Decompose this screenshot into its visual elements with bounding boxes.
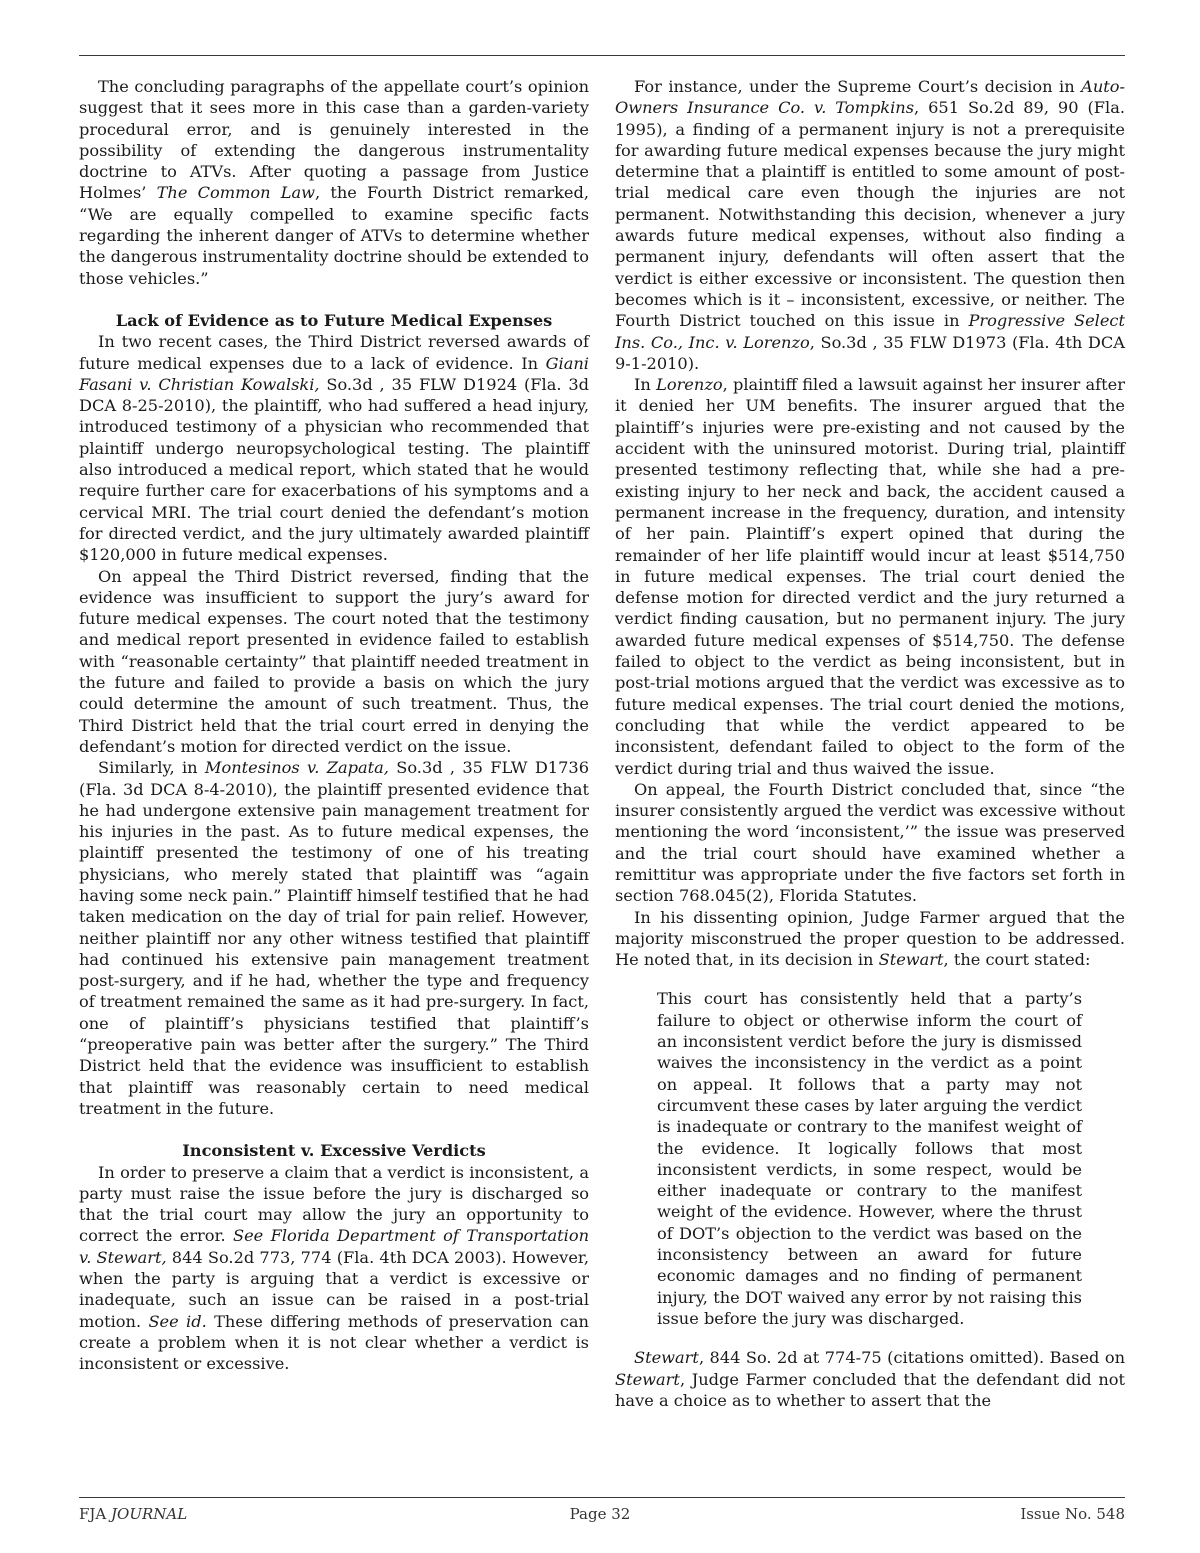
paragraph: In two recent cases, the Third District reversed awards of future medical expenses due to a lack of evidence. In Giani Fasani v. Christian Kowalski, So.3d , 35 FLW D1924 (Fla. 3d DCA 8-25-2010), the plaintiff, who had suffered a head injury, introduced testimony of a physician who recommended that plaintiff undergo neuropsychological testing. The plaintiff also introduced a medical report, which stated that he would require further care for exacerbations of his symptoms and a cervical MRI. The trial court denied the defendant’s motion for directed verdict, and the jury ultimately awarded plaintiff $120,000 in future medical expenses.	[79, 332, 590, 565]
footer-issue: Issue No. 548	[1020, 1505, 1125, 1523]
paragraph: For instance, under the Supreme Court’s decision in Auto-Owners Insurance Co. v. Tompkins, 651 So.2d 89, 90 (Fla. 1995), a finding of a permanent injury is not a prerequisite for awarding future medical expenses because the jury might determine that a plaintiff is entitled to some amount of post-trial medical care even though the injuries are not permanent. Notwithstanding this decision, whenever a jury awards future medical expenses, without also finding a permanent injury, defendants will often assert that the verdict is either excessive or inconsistent. The question then becomes which is it – inconsistent, excessive, or neither. The Fourth District touched on this issue in Progressive Select Ins. Co., Inc. v. Lorenzo, So.3d , 35 FLW D1973 (Fla. 4th DCA 9-1-2010).	[615, 77, 1125, 373]
paragraph: In order to preserve a claim that a verdict is inconsistent, a party must raise the issue before the jury is discharged so that the trial court may allow the jury an opportunity to correct the error. See Florida Department of Transportation v. Stewart, 844 So.2d 773, 774 (Fla. 4th DCA 2003). However, when the party is arguing that a verdict is excessive or inadequate, such an issue can be raised in a post-trial motion. See id. These differing methods of preservation can create a problem when it is not clear whether a verdict is inconsistent or excessive.	[79, 1162, 589, 1374]
paragraph: The concluding paragraphs of the appellate court’s opinion suggest that it sees more in this case than a garden-variety procedural error, and is genuinely interested in the possibility of extending the dangerous instrumentality doctrine to ATVs. After quoting a passage from Justice Holmes’ The Common Law, the Fourth District remarked, “We are equally compelled to examine specific facts regarding the inherent danger of ATVs to determine whether the dangerous instrumentality doctrine should be extended to those vehicles.”	[79, 77, 589, 288]
header-rule	[79, 55, 1125, 56]
footer-rule	[79, 1497, 1125, 1498]
footer-page-number: Page 32	[569, 1505, 631, 1523]
section-heading: Lack of Evidence as to Future Medical Expenses	[115, 310, 553, 330]
section-heading: Inconsistent v. Excessive Verdicts	[182, 1141, 486, 1161]
left-column	[79, 76, 589, 1375]
paragraph: Similarly, in Montesinos v. Zapata, So.3d , 35 FLW D1736 (Fla. 3d DCA 8-4-2010), the plaintiff presented evidence that he had undergone extensive pain management treatment for his injuries in the past. As to future medical expenses, the plaintiff presented the testimony of one of his treating physicians, who merely stated that plaintiff was “again having some neck pain.” Plaintiff himself testified that he had taken medication on the day of trial for pain relief. However, neither plaintiff nor any other witness testified that plaintiff had continued his extensive pain management treatment post-surgery, and if he had, whether the type and frequency of treatment remained the same as it had pre-surgery. In fact, one of plaintiff’s physicians testified that plaintiff’s “preoperative pain was better after the surgery.” The Third District held that the evidence was insufficient to establish that plaintiff was reasonably certain to need medical treatment in the future.	[79, 758, 590, 1118]
paragraph: In Lorenzo, plaintiff filed a lawsuit against her insurer after it denied her UM benefits. The insurer argued that the plaintiff’s injuries were pre-existing and not caused by the accident with the uninsured motorist. During trial, plaintiff presented testimony reflecting that, while she had a pre-existing injury to her neck and back, the accident caused a permanent increase in the frequency, duration, and intensity of her pain. Plaintiff’s expert opined that during the remainder of her life plaintiff would incur at least $514,750 in future medical expenses. The trial court denied the defense motion for directed verdict and the jury returned a verdict finding causation, but no permanent injury. The jury awarded future medical expenses of $514,750. The defense failed to object to the verdict as being inconsistent, but in post-trial motions argued that the verdict was excessive as to future medical expenses. The trial court denied the motions, concluding that while the verdict appeared to be inconsistent, defendant failed to object to the form of the verdict during trial and thus waived the issue.	[615, 375, 1126, 778]
paragraph: On appeal the Third District reversed, finding that the evidence was insufficient to support the jury’s award for future medical expenses. The court noted that the testimony and medical report presented in evidence failed to establish with “reasonable certainty” that plaintiff needed treatment in the future and failed to provide a basis on which the jury could determine the amount of such treatment. Thus, the Third District held that the trial court erred in denying the defendant’s motion for directed verdict on the issue.	[79, 566, 589, 756]
paragraph: On appeal, the Fourth District concluded that, since “the insurer consistently argued the verdict was excessive without mentioning the word ‘inconsistent,’” the issue was preserved and the trial court should have examined whether a remittitur was appropriate under the five factors set forth in section 768.045(2), Florida Statutes.	[615, 779, 1125, 906]
block-quote	[657, 988, 1082, 1329]
right-column	[615, 76, 1125, 1411]
quote-text: This court has consistently held that a party’s failure to object or otherwise inform the court of an inconsistent verdict before the jury is dismissed waives the inconsistency in the verdict as a point on appeal. It follows that a party may not circumvent these cases by later arguing the verdict is inadequate or contrary to the manifest weight of the evidence. It logically follows that most inconsistent verdicts, in some respect, would be either inadequate or contrary to the manifest weight of the evidence. However, where the thrust of DOT’s objection to the verdict was based on the inconsistency between an award for future economic damages and no finding of permanent injury, the DOT waived any error by not raising this issue before the jury was discharged.	[657, 989, 1082, 1328]
paragraph: In his dissenting opinion, Judge Farmer argued that the majority misconstrued the proper question to be addressed. He noted that, in its decision in Stewart, the court stated:	[615, 907, 1125, 970]
paragraph: Stewart, 844 So. 2d at 774-75 (citations omitted). Based on Stewart, Judge Farmer concluded that the defendant did not have a choice as to whether to assert that the	[615, 1348, 1125, 1410]
footer-journal: FJA JOURNAL	[79, 1505, 188, 1523]
